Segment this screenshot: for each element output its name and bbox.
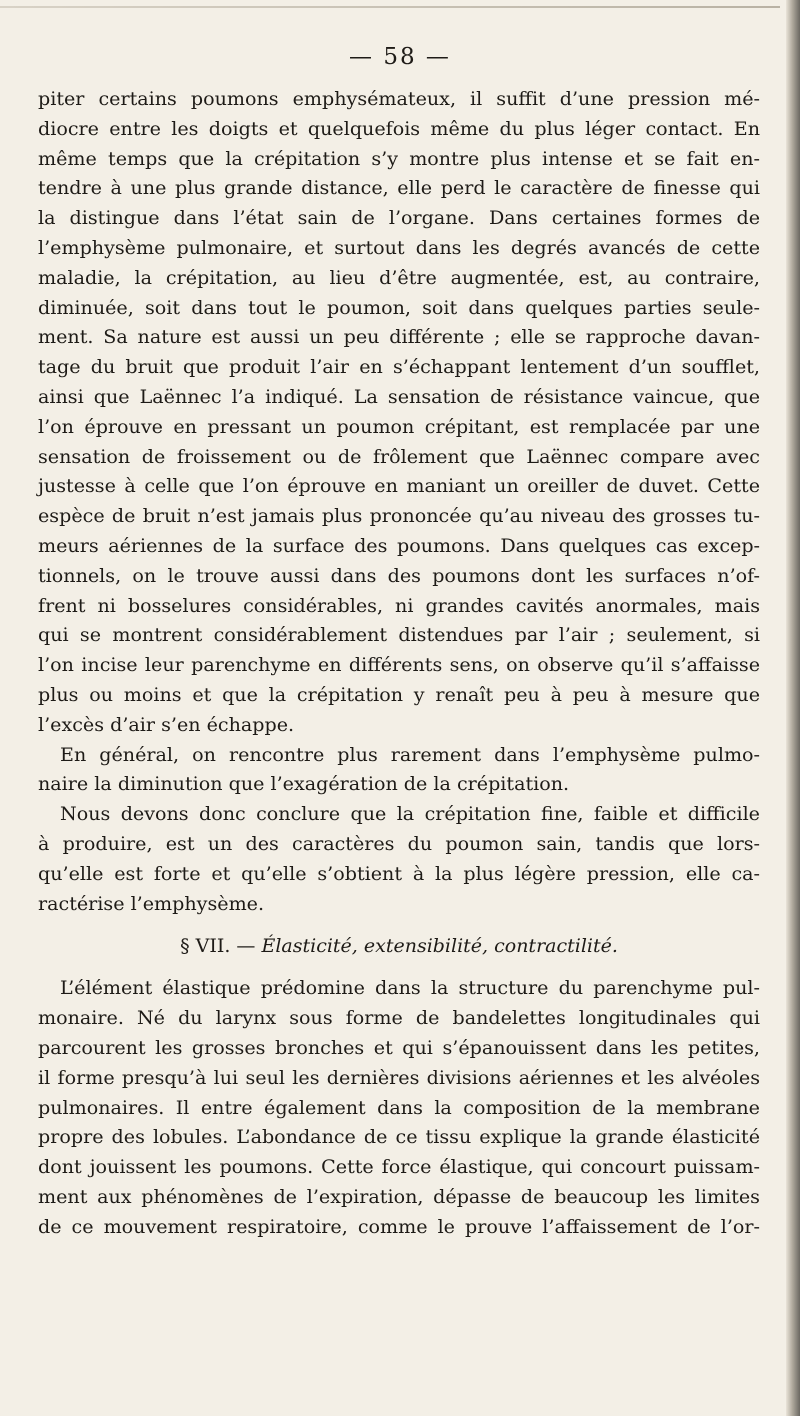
- text-line: la distingue dans l’état sain de l’organe. Dans certaines formes de: [38, 206, 760, 230]
- text-line: naire la diminution que l’exagération de la crépitation.: [38, 772, 570, 796]
- paragraph-elastic-element: [38, 973, 760, 1241]
- section-title: Élasticité, extensibilité, contractilité.: [261, 935, 618, 958]
- text-line: diocre entre les doigts et quelquefois même du plus léger contact. En: [38, 116, 760, 140]
- paragraph-conclusion: [38, 799, 760, 918]
- paragraph-emphyseme-general: [38, 740, 760, 800]
- text-line: ractérise l’emphysème.: [38, 891, 265, 915]
- text-line: l’on incise leur parenchyme en différents sens, on observe qu’il s’affaisse: [38, 653, 760, 677]
- text-line: espèce de bruit n’est jamais plus prononcée qu’au niveau des grosses tu-: [38, 504, 760, 528]
- text-line: monaire. Né du larynx sous forme de bandelettes longitudinales qui: [38, 1006, 760, 1030]
- text-line: ment. Sa nature est aussi un peu différente ; elle se rapproche davan-: [38, 325, 760, 349]
- section-number: § VII. —: [180, 935, 262, 958]
- top-page-rule: [0, 6, 780, 8]
- text-line: à produire, est un des caractères du poumon sain, tandis que lors-: [38, 831, 760, 855]
- text-line: qu’elle est forte et qu’elle s’obtient à la plus légère pression, elle ca-: [38, 861, 760, 885]
- text-line: meurs aériennes de la surface des poumons. Dans quelques cas excep-: [38, 533, 760, 557]
- text-line: sensation de froissement ou de frôlement que Laënnec compare avec: [38, 444, 760, 468]
- text-line: dont jouissent les poumons. Cette force élastique, qui concourt puissam-: [38, 1155, 760, 1179]
- text-line: même temps que la crépitation s’y montre plus intense et se fait en-: [38, 146, 760, 170]
- text-line: de ce mouvement respiratoire, comme le prouve l’affaissement de l’or-: [38, 1214, 760, 1238]
- text-line: tionnels, on le trouve aussi dans des poumons dont les surfaces n’of-: [38, 563, 760, 587]
- text-line: ainsi que Laënnec l’a indiqué. La sensation de résistance vaincue, que: [38, 384, 760, 408]
- text-line: piter certains poumons emphysémateux, il suffit d’une pression mé-: [38, 87, 760, 110]
- text-line: l’on éprouve en pressant un poumon crépitant, est remplacée par une: [38, 414, 760, 438]
- text-line: plus ou moins et que la crépitation y renaît peu à peu à mesure que: [38, 682, 760, 706]
- text-line: l’excès d’air s’en échappe.: [38, 712, 295, 736]
- text-line: frent ni bosselures considérables, ni grandes cavités anormales, mais: [38, 593, 760, 617]
- text-line: propre des lobules. L’abondance de ce tissu explique la grande élasticité: [38, 1125, 760, 1149]
- text-line: l’emphysème pulmonaire, et surtout dans les degrés avancés de cette: [38, 235, 760, 259]
- text-line: En général, on rencontre plus rarement dans l’emphysème pulmo-: [60, 742, 760, 766]
- text-line: justesse à celle que l’on éprouve en maniant un oreiller de duvet. Cette: [38, 474, 760, 498]
- text-line: tage du bruit que produit l’air en s’échappant lentement d’un soufflet,: [38, 355, 760, 379]
- text-line: maladie, la crépitation, au lieu d’être augmentée, est, au contraire,: [38, 265, 760, 289]
- text-line: il forme presqu’à lui seul les dernières divisions aériennes et les alvéoles: [38, 1065, 760, 1089]
- text-line: Nous devons donc conclure que la crépitation fine, faible et difficile: [60, 802, 760, 826]
- text-line: tendre à une plus grande distance, elle perd le caractère de finesse qui: [38, 176, 760, 200]
- text-line: qui se montrent considérablement distendues par l’air ; seulement, si: [38, 623, 760, 647]
- text-line: parcourent les grosses bronches et qui s’épanouissent dans les petites,: [38, 1035, 760, 1059]
- text-line: ment aux phénomènes de l’expiration, dépasse de beaucoup les limites: [38, 1184, 760, 1208]
- text-line: diminuée, soit dans tout le poumon, soit dans quelques parties seule-: [38, 295, 760, 319]
- page-number: — 58 —: [349, 44, 451, 70]
- text-line: L’élément élastique prédomine dans la structure du parenchyme pul-: [60, 976, 760, 1000]
- section-heading: [38, 931, 760, 961]
- paragraph-continuation: [38, 84, 760, 740]
- text-line: pulmonaires. Il entre également dans la composition de la membrane: [38, 1095, 760, 1119]
- page-edge-shadow: [786, 0, 800, 1416]
- body-text: [38, 84, 760, 1241]
